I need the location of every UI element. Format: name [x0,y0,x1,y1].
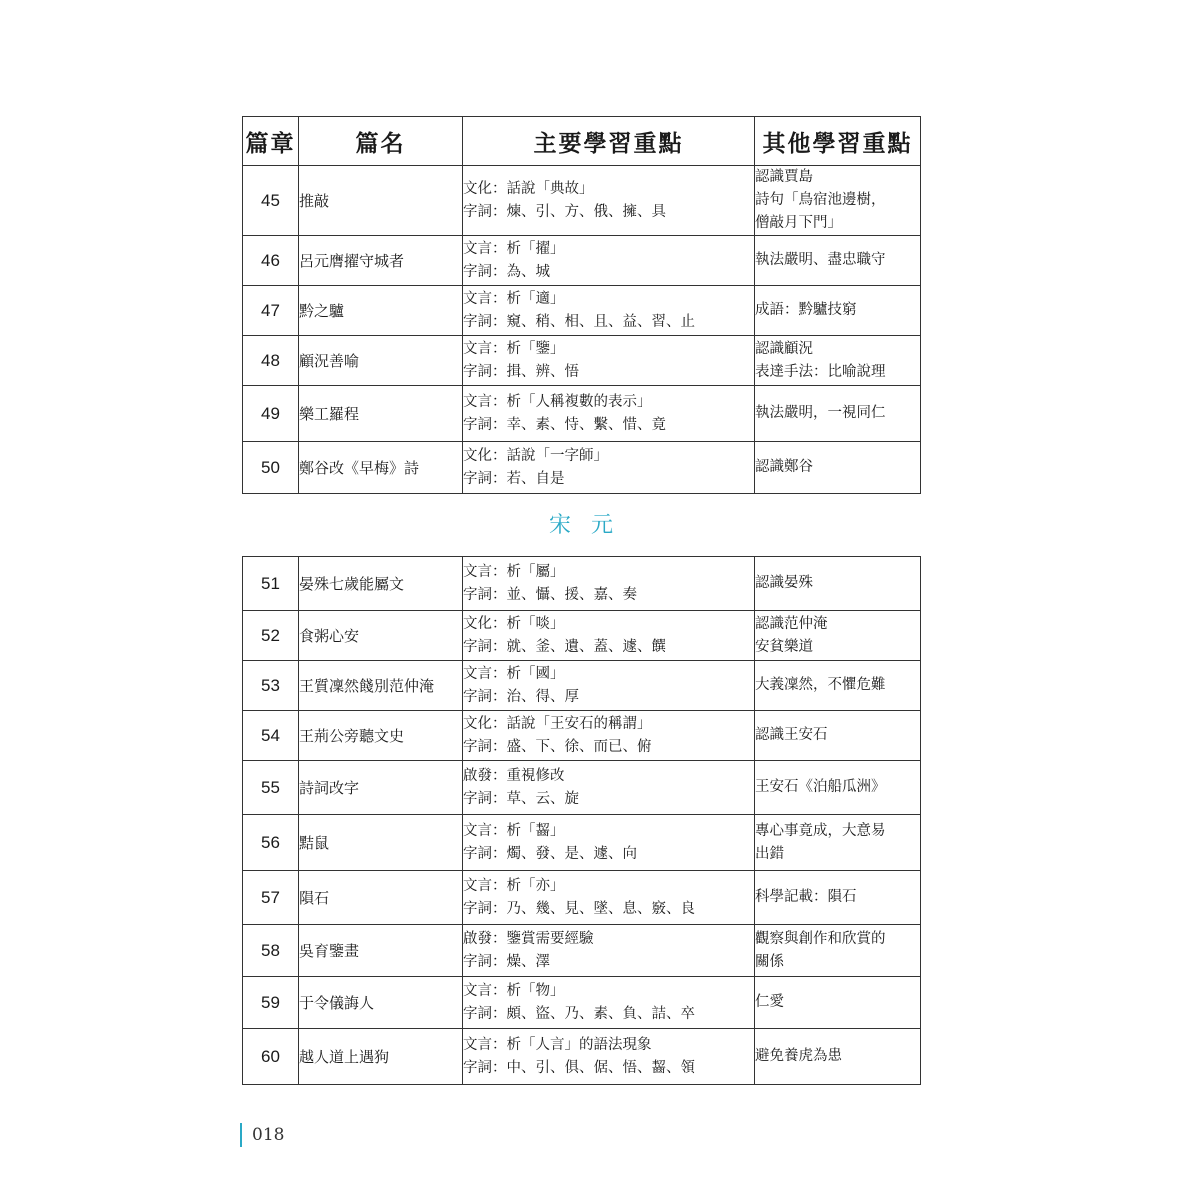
main-focus-line: 文言：析「屬」 [463,563,565,580]
main-focus-line: 文言：析「適」 [463,290,565,307]
table-row [243,761,921,815]
other-focus-cell [755,711,921,761]
main-focus-line: 字詞：頗、盜、乃、素、負、詰、卒 [463,1005,695,1022]
chapter-title: 鄭谷改《早梅》詩 [299,442,463,494]
other-focus-cell [755,386,921,442]
other-focus-line: 認識晏殊 [755,575,813,591]
main-focus-cell [463,871,755,925]
main-focus-line: 文言：析「人稱複數的表示」 [463,393,652,410]
main-focus-line: 字詞：乃、幾、見、墜、息、竅、良 [463,900,695,917]
other-focus-line: 表達手法：比喻說理 [755,363,886,380]
chapter-title: 吳育鑒畫 [299,925,463,977]
other-focus-line: 觀察與創作和欣賞的 [755,930,886,947]
main-focus-line: 文化：話說「一字師」 [463,447,608,464]
chapter-number: 60 [243,1029,299,1085]
other-focus-line: 出錯 [755,845,784,862]
main-focus-cell [463,761,755,815]
chapter-title: 推敲 [299,166,463,236]
table-row [243,661,921,711]
table-row [243,442,921,494]
other-focus-line: 避免養虎為患 [755,1048,842,1064]
chapter-number: 58 [243,925,299,977]
main-focus-line: 字詞：若、自是 [463,470,565,487]
main-focus-cell [463,442,755,494]
other-focus-line: 認識鄭谷 [755,459,813,475]
table-row [243,166,921,236]
other-focus-line: 大義凜然，不懼危難 [755,677,886,693]
other-focus-line: 認識賈島 [755,169,813,185]
main-focus-line: 文言：析「人言」的語法現象 [463,1036,652,1053]
table-row [243,336,921,386]
page-number: 018 [240,1123,284,1147]
chapter-number: 50 [243,442,299,494]
other-focus-line: 認識顧況 [755,340,813,357]
main-focus-cell [463,386,755,442]
chapter-title: 越人道上遇狗 [299,1029,463,1085]
chapter-number: 48 [243,336,299,386]
main-focus-line: 文言：析「國」 [463,665,565,682]
main-focus-cell [463,925,755,977]
section-title-song-yuan: 宋元 [548,513,633,538]
main-focus-line: 字詞：揖、辨、悟 [463,363,579,380]
chapter-title: 顧況善喻 [299,336,463,386]
chapter-title: 王荊公旁聽文史 [299,711,463,761]
main-focus-line: 字詞：幸、素、恃、繫、惜、竟 [463,416,666,433]
main-focus-line: 文化：話說「典故」 [463,180,594,197]
main-focus-cell [463,711,755,761]
table-row [243,236,921,286]
chapter-number: 53 [243,661,299,711]
table-body-tang [243,166,921,494]
main-focus-line: 字詞：盛、下、徐、而已、俯 [463,738,652,755]
other-focus-line: 詩句「鳥宿池邊樹， [755,192,886,208]
other-focus-line: 安貧樂道 [755,638,813,655]
other-focus-cell [755,557,921,611]
other-focus-cell [755,815,921,871]
main-focus-cell [463,611,755,661]
other-focus-line: 王安石《泊船瓜洲》 [755,779,886,795]
other-focus-line: 執法嚴明，一視同仁 [755,405,886,421]
other-focus-line: 僧敲月下門」 [755,215,842,231]
other-focus-cell [755,661,921,711]
chapter-number: 46 [243,236,299,286]
other-focus-cell [755,871,921,925]
main-focus-cell [463,557,755,611]
main-focus-line: 字詞：並、懾、援、嘉、奏 [463,586,637,603]
table-body-song-yuan [243,557,921,1085]
chapter-number: 51 [243,557,299,611]
lessons-table-song-yuan [242,556,921,1085]
table-header-row [243,117,921,166]
chapter-title: 呂元膺擢守城者 [299,236,463,286]
main-focus-cell [463,286,755,336]
chapter-title: 樂工羅程 [299,386,463,442]
chapter-title: 于令儀誨人 [299,977,463,1029]
main-focus-line: 字詞：中、引、俱、倨、悟、齧、領 [463,1059,695,1076]
table-row [243,1029,921,1085]
main-focus-line: 文化：話說「王安石的稱謂」 [463,715,652,732]
other-focus-line: 關係 [755,953,784,970]
chapter-title: 食粥心安 [299,611,463,661]
chapter-number: 56 [243,815,299,871]
other-focus-line: 成語：黔驢技窮 [755,302,857,318]
main-focus-cell [463,1029,755,1085]
main-focus-line: 文化：析「啖」 [463,615,565,632]
other-focus-line: 仁愛 [755,994,784,1010]
chapter-number: 57 [243,871,299,925]
table-row [243,977,921,1029]
main-focus-line: 啟發：重視修改 [463,767,565,784]
chapter-title: 王質凜然餞別范仲淹 [299,661,463,711]
other-focus-cell [755,336,921,386]
chapter-number: 55 [243,761,299,815]
chapter-title: 隕石 [299,871,463,925]
table-row [243,815,921,871]
main-focus-line: 字詞：燭、發、是、遽、向 [463,845,637,862]
other-focus-cell [755,442,921,494]
chapter-title: 黔之驢 [299,286,463,336]
main-focus-cell [463,815,755,871]
main-focus-line: 字詞：窺、稍、相、且、益、習、止 [463,313,695,330]
other-focus-cell [755,236,921,286]
main-focus-line: 文言：析「物」 [463,982,565,999]
chapter-number: 52 [243,611,299,661]
table-row [243,711,921,761]
chapter-title: 詩詞改字 [299,761,463,815]
lessons-table-tang [242,116,921,494]
table-row [243,871,921,925]
main-focus-line: 字詞：煉、引、方、俄、擁、具 [463,203,666,220]
chapter-number: 47 [243,286,299,336]
main-focus-line: 文言：析「齧」 [463,822,565,839]
main-focus-line: 字詞：草、云、旋 [463,790,579,807]
other-focus-cell [755,286,921,336]
header-other-focus: 其他學習重點 [755,117,921,166]
header-title: 篇名 [299,117,463,166]
main-focus-line: 字詞：燥、澤 [463,953,550,970]
main-focus-line: 文言：析「鑒」 [463,340,565,357]
main-focus-line: 文言：析「亦」 [463,877,565,894]
chapter-number: 49 [243,386,299,442]
other-focus-cell [755,761,921,815]
chapter-number: 54 [243,711,299,761]
table-row [243,611,921,661]
chapter-number: 59 [243,977,299,1029]
other-focus-line: 認識范仲淹 [755,615,828,632]
main-focus-cell [463,977,755,1029]
other-focus-cell [755,611,921,661]
other-focus-cell [755,925,921,977]
header-main-focus: 主要學習重點 [463,117,755,166]
chapter-title: 晏殊七歲能屬文 [299,557,463,611]
table-row [243,925,921,977]
other-focus-line: 科學記載：隕石 [755,889,857,905]
other-focus-line: 認識王安石 [755,727,828,743]
other-focus-cell [755,977,921,1029]
main-focus-cell [463,166,755,236]
main-focus-cell [463,236,755,286]
table-row [243,286,921,336]
table-row [243,386,921,442]
table-row [243,557,921,611]
other-focus-cell [755,1029,921,1085]
other-focus-line: 專心事竟成，大意易 [755,822,886,839]
other-focus-cell [755,166,921,236]
main-focus-line: 文言：析「擢」 [463,240,565,257]
main-focus-cell [463,336,755,386]
main-focus-line: 字詞：治、得、厚 [463,688,579,705]
chapter-title: 黠鼠 [299,815,463,871]
other-focus-line: 執法嚴明、盡忠職守 [755,252,886,268]
main-focus-line: 字詞：為、城 [463,263,550,280]
main-focus-line: 啟發：鑒賞需要經驗 [463,930,594,947]
main-focus-cell [463,661,755,711]
header-chapter: 篇章 [243,117,299,166]
main-focus-line: 字詞：就、釜、遺、蓋、遽、饌 [463,638,666,655]
chapter-number: 45 [243,166,299,236]
